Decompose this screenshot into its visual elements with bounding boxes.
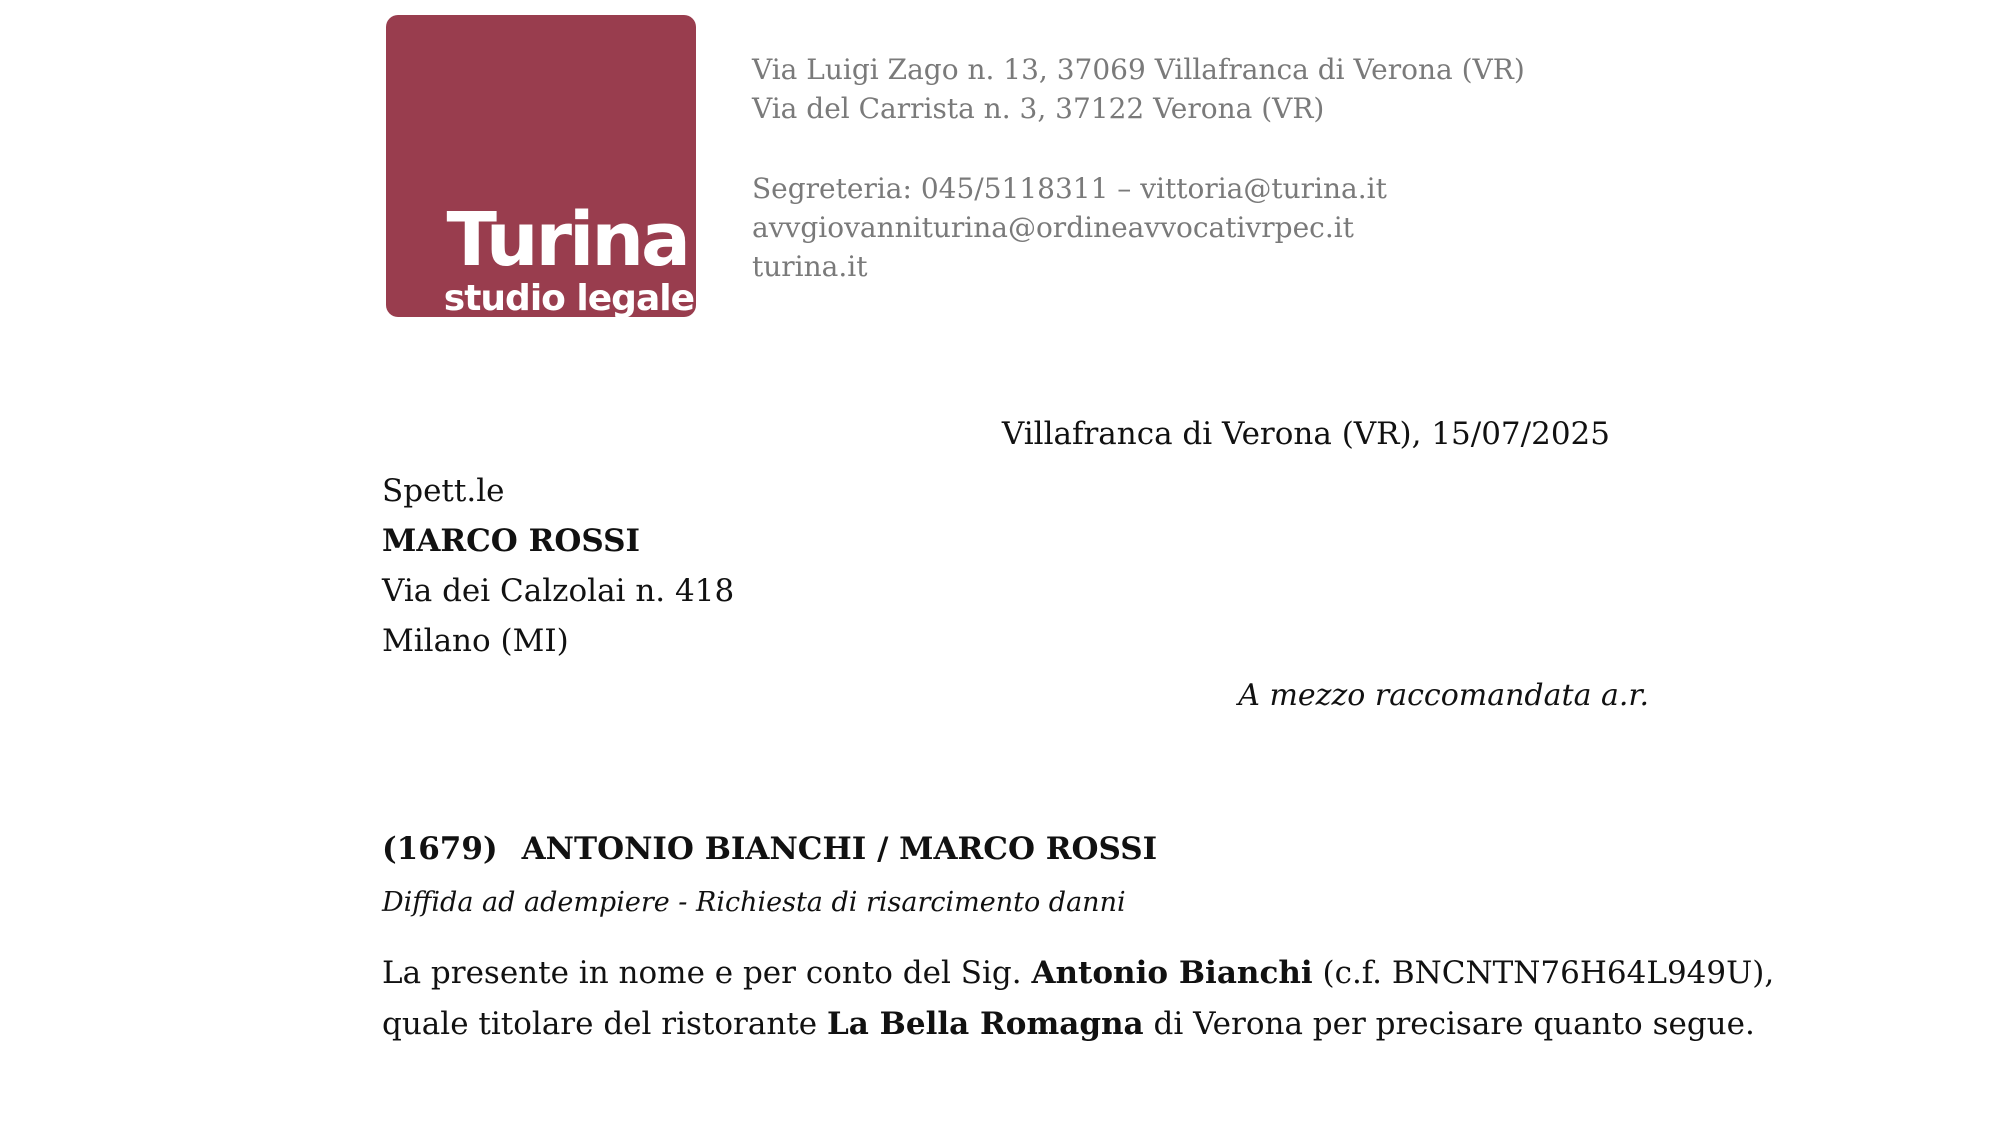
case-parties: ANTONIO BIANCHI / MARCO ROSSI xyxy=(521,831,1158,867)
client-name: Antonio Bianchi xyxy=(1031,955,1313,991)
logo-subtitle-text: studio legale xyxy=(443,278,694,319)
recipient-street: Via dei Calzolai n. 418 xyxy=(382,573,735,609)
body-line-2 xyxy=(382,999,1774,1050)
recipient-block xyxy=(382,466,734,666)
letter-date: Villafranca di Verona (VR), 15/07/2025 xyxy=(1001,416,1610,452)
secretary-contact: Segreteria: 045/5118311 – vittoria@turina.it xyxy=(752,172,1387,205)
letterhead-contacts xyxy=(752,169,1387,286)
delivery-method: A mezzo raccomandata a.r. xyxy=(1238,678,1649,713)
body-text-segment: di Verona per precisare quanto segue. xyxy=(1143,1006,1755,1042)
body-text-segment: (c.f. BNCNTN76H64L949U), xyxy=(1312,955,1775,991)
body-line-1 xyxy=(382,948,1774,999)
case-number: (1679) xyxy=(382,831,498,867)
restaurant-name: La Bella Romagna xyxy=(826,1006,1144,1042)
letter-body xyxy=(382,948,1774,1050)
recipient-city: Milano (MI) xyxy=(382,623,569,659)
studio-logo xyxy=(386,15,696,317)
website: turina.it xyxy=(752,250,868,283)
letterhead-addresses xyxy=(752,50,1525,128)
office-address-1: Via Luigi Zago n. 13, 37069 Villafranca di Verona (VR) xyxy=(752,53,1525,86)
subject-description: Diffida ad adempiere - Richiesta di risarcimento danni xyxy=(382,887,1126,918)
body-text-segment: La presente in nome e per conto del Sig. xyxy=(382,955,1032,991)
office-address-2: Via del Carrista n. 3, 37122 Verona (VR) xyxy=(752,92,1325,125)
pec-email: avvgiovanniturina@ordineavvocativrpec.it xyxy=(752,211,1354,244)
recipient-name: MARCO ROSSI xyxy=(382,523,640,559)
body-text-segment: quale titolare del ristorante xyxy=(382,1006,827,1042)
recipient-salutation: Spett.le xyxy=(382,473,505,509)
subject-line xyxy=(382,828,1157,870)
logo-brand-text: Turina xyxy=(446,197,688,283)
